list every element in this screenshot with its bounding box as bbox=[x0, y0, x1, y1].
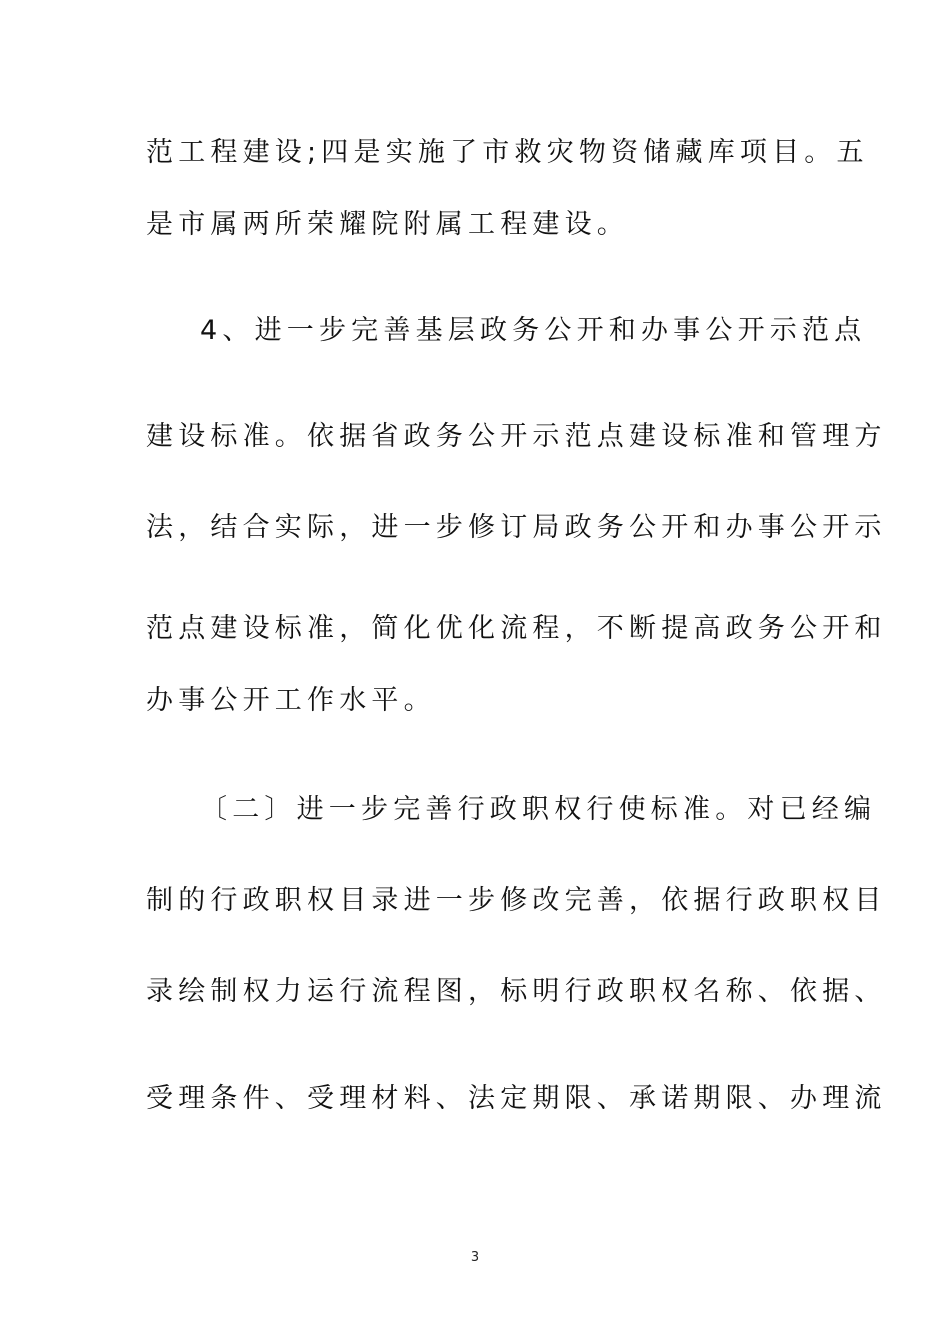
text-line-4: 建设标准。依据省政务公开示范点建设标准和管理方 bbox=[146, 421, 887, 452]
text-line-2: 是市属两所荣耀院附属工程建设。 bbox=[146, 209, 629, 240]
text-line-1: 范工程建设;四是实施了市救灾物资储藏库项目。五 bbox=[146, 137, 869, 168]
text-line-8: 〔二〕进一步完善行政职权行使标准。对已经编 bbox=[200, 794, 877, 825]
page-number: 3 bbox=[470, 1250, 480, 1265]
text-line-11: 受理条件、受理材料、法定期限、承诺期限、办理流 bbox=[146, 1083, 887, 1114]
text-line-6: 范点建设标准，简化优化流程，不断提高政务公开和 bbox=[146, 613, 887, 644]
text-line-3: 4、进一步完善基层政务公开和办事公开示范点 bbox=[200, 315, 867, 346]
text-line-10: 录绘制权力运行流程图，标明行政职权名称、依据、 bbox=[146, 976, 887, 1007]
text-line-7: 办事公开工作水平。 bbox=[146, 685, 436, 716]
text-line-5: 法，结合实际，进一步修订局政务公开和办事公开示 bbox=[146, 512, 887, 543]
text-line-9: 制的行政职权目录进一步修改完善，依据行政职权目 bbox=[146, 885, 887, 916]
